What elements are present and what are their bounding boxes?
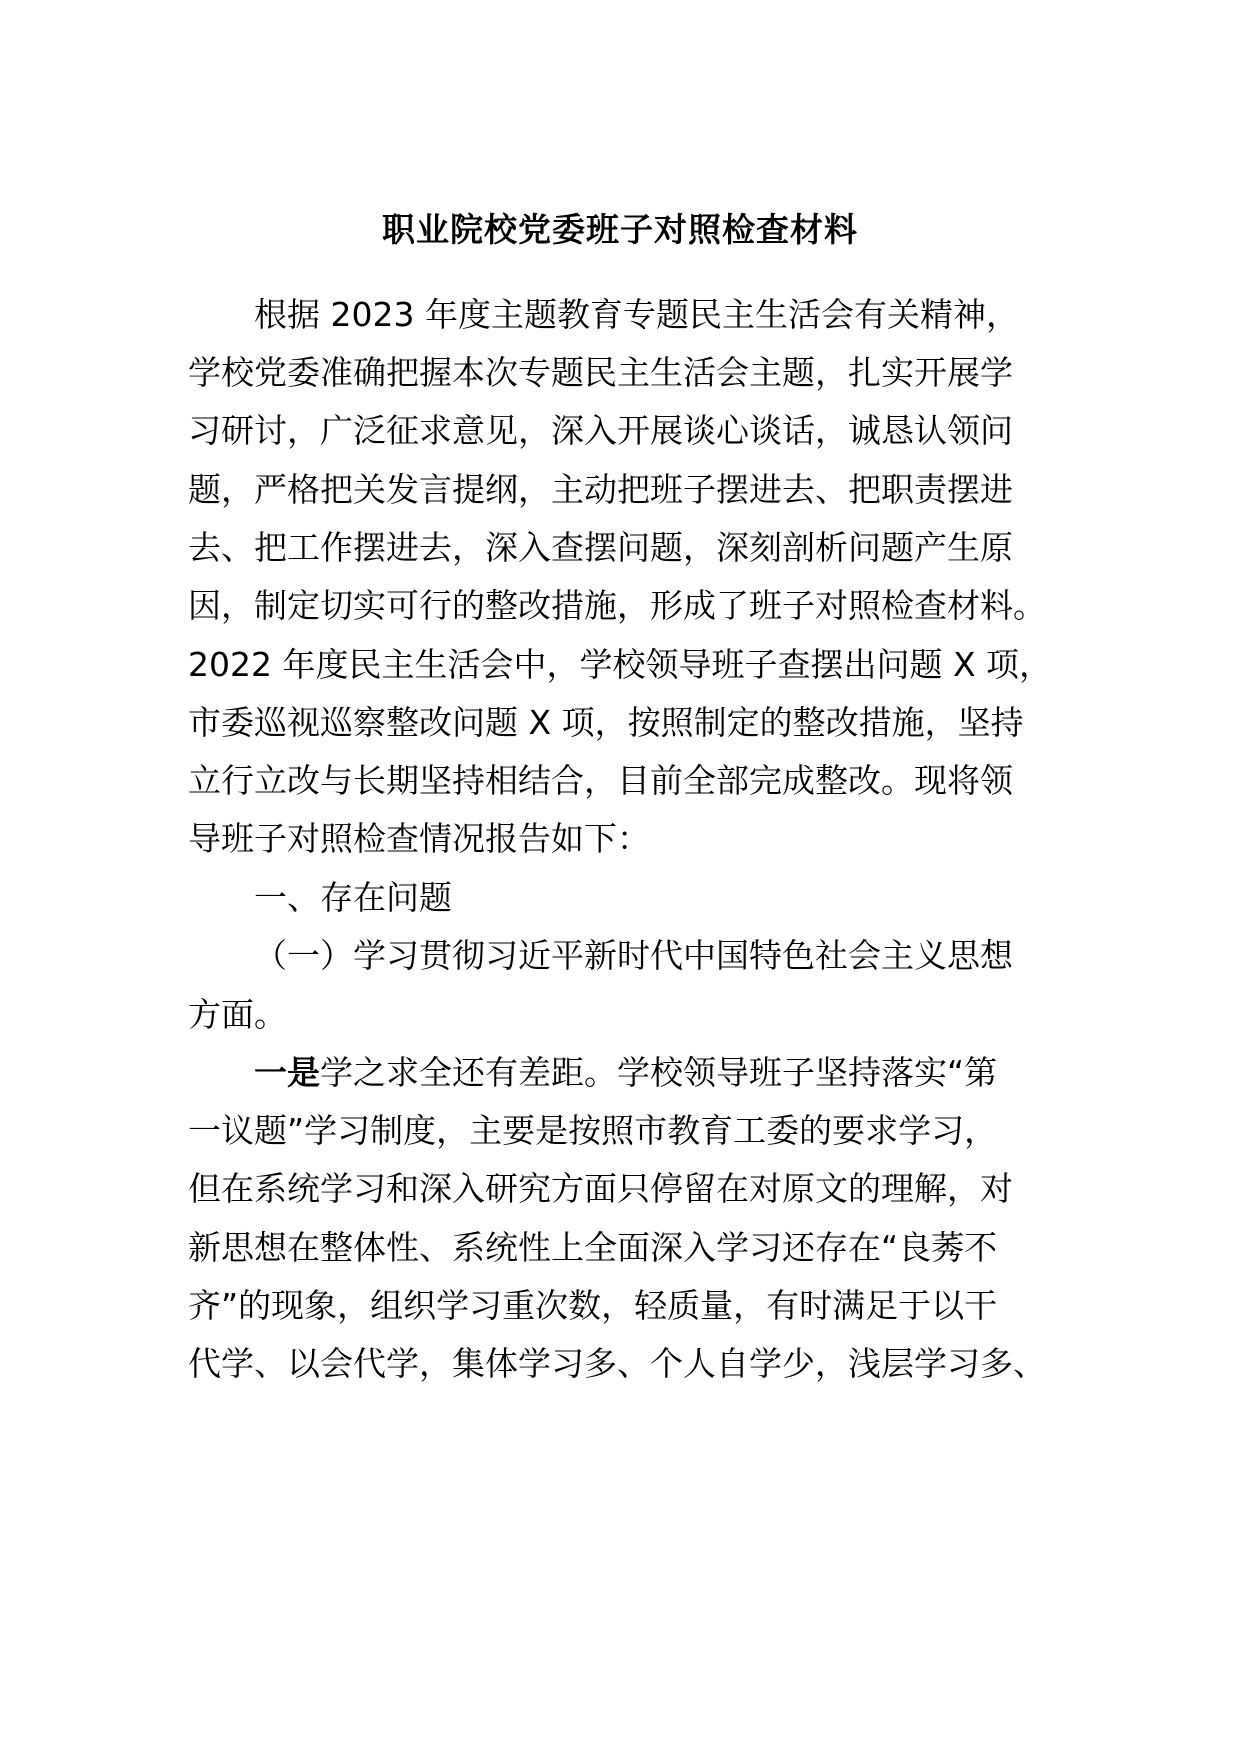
point-one-first-line	[254, 1048, 997, 1098]
subsection-heading: （一）学习贯彻习近平新时代中国特色社会主义思想	[254, 936, 1013, 975]
paragraph-line: 立行立改与长期坚持相结合，目前全部完成整改。现将领	[188, 761, 1013, 800]
point-one-lead: 一是	[254, 1053, 320, 1092]
subsection-heading-continued: 方面。	[188, 995, 287, 1034]
point-one-text: 学之求全还有差距。学校领导班子坚持落实“第	[320, 1053, 998, 1092]
paragraph-line: 新思想在整体性、系统性上全面深入学习还存在“良莠不	[188, 1228, 998, 1267]
paragraph-line: 但在系统学习和深入研究方面只停留在对原文的理解，对	[188, 1169, 1013, 1208]
paragraph-line: 题，严格把关发言提纲，主动把班子摆进去、把职责摆进	[188, 470, 1013, 509]
paragraph-line: 学校党委准确把握本次专题民主生活会主题，扎实开展学	[188, 353, 1013, 392]
paragraph-line: 代学、以会代学，集体学习多、个人自学少，浅层学习多、	[188, 1344, 1046, 1383]
paragraph-line: 2022 年度民主生活会中，学校领导班子查摆出问题 X 项，	[188, 645, 1053, 684]
paragraph-line: 一议题”学习制度，主要是按照市教育工委的要求学习，	[188, 1111, 998, 1150]
paragraph-line: 根据 2023 年度主题教育专题民主生活会有关精神，	[254, 295, 1019, 334]
paragraph-line: 因，制定切实可行的整改措施，形成了班子对照检查材料。	[188, 586, 1046, 625]
paragraph-line: 市委巡视巡察整改问题 X 项，按照制定的整改措施，坚持	[188, 703, 1024, 742]
section-heading: 一、存在问题	[254, 878, 452, 917]
paragraph-line: 导班子对照检查情况报告如下：	[188, 819, 650, 858]
paragraph-line: 习研讨，广泛征求意见，深入开展谈心谈话，诚恳认领问	[188, 411, 1013, 450]
document-title: 职业院校党委班子对照检查材料	[382, 210, 858, 249]
paragraph-line: 齐”的现象，组织学习重次数，轻质量，有时满足于以干	[188, 1286, 998, 1325]
paragraph-line: 去、把工作摆进去，深入查摆问题，深刻剖析问题产生原	[188, 528, 1013, 567]
